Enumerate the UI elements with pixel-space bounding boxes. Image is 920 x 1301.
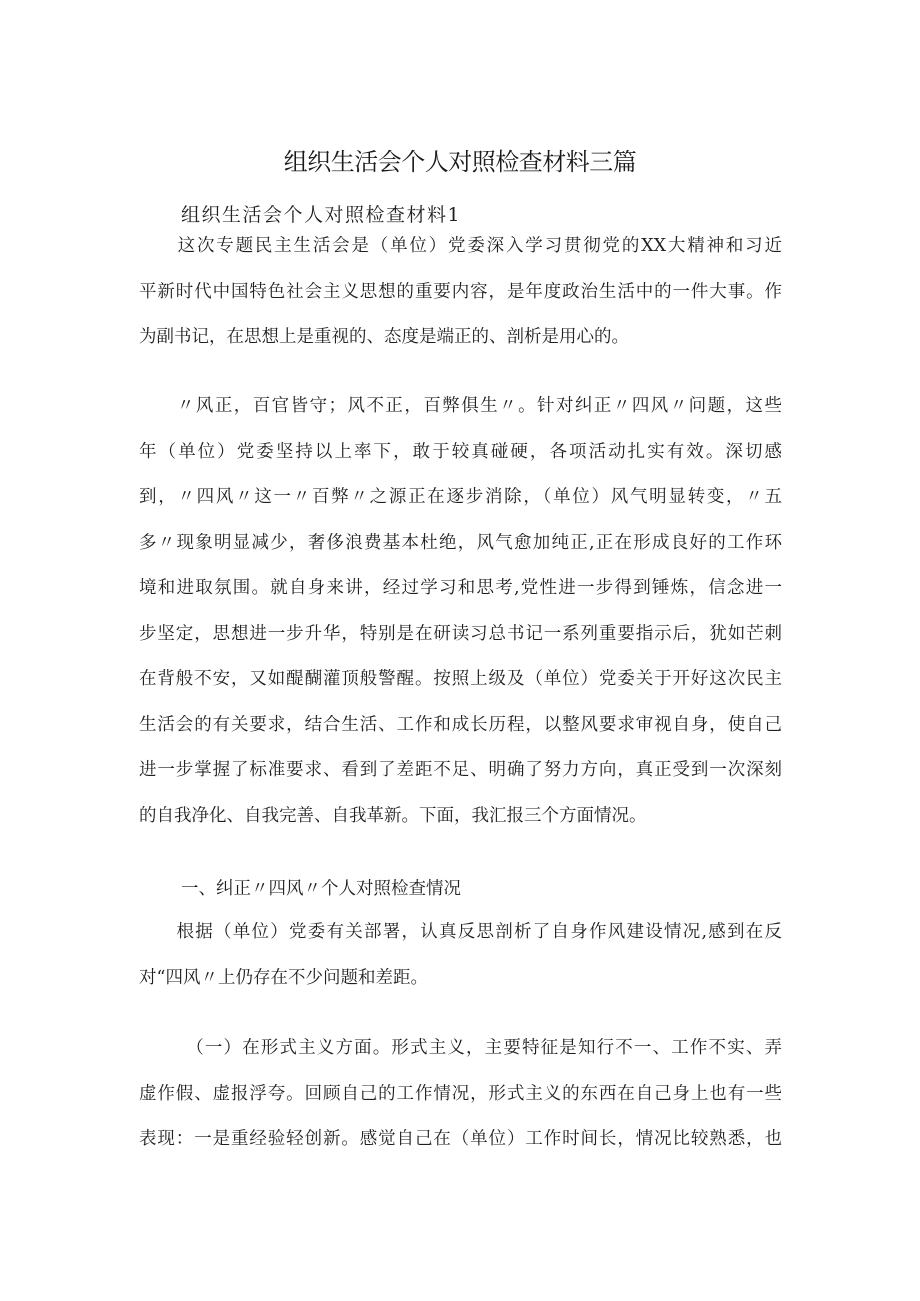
paragraph-line: 〃风正，百官皆守；风不正，百弊俱生〃。针对纠正〃四风〃问题，这些 (139, 396, 782, 416)
section-heading: 一、纠正〃四风〃个人对照检查情况 (181, 879, 461, 899)
paragraph-line: 虚作假、虚报浮夸。回顾自己的工作情况，形式主义的东西在自己身上也有一些 (139, 1083, 782, 1104)
paragraph-wind (139, 384, 782, 839)
paragraph-line: 这次专题民主生活会是（单位）党委深入学习贯彻党的XX大精神和习近 (139, 236, 782, 256)
paragraph-line: 为副书记，在思想上是重视的、态度是端正的、剖析是用心的。 (139, 327, 629, 347)
paragraph-line: 对“四风〃上仍存在不少问题和差距。 (139, 967, 428, 988)
paragraph-line: 在背般不安，又如醍醐灌顶般警醒。按照上级及（单位）党委关于开好这次民主 (139, 669, 782, 689)
paragraph-deployment (139, 910, 782, 1001)
paragraph-line: 境和进取氛围。就自身来讲，经过学习和思考,党性进一步得到锤炼，信念进一 (139, 578, 782, 598)
paragraph-line: （一）在形式主义方面。形式主义，主要特征是知行不一、工作不实、弄 (139, 1038, 782, 1058)
paragraph-line: 多〃现象明显减少，奢侈浪费基本杜绝，风气愈加纯正,正在形成良好的工作环 (139, 532, 782, 553)
paragraph-line: 平新时代中国特色社会主义思想的重要内容，是年度政治生活中的一件大事。作 (139, 281, 782, 302)
paragraph-line: 年（单位）党委坚持以上率下，敢于较真碰硬，各项活动扎实有效。深切感 (139, 441, 782, 462)
paragraph-line: 生活会的有关要求，结合生活、工作和成长历程，以整风要求审视自身，使自己 (139, 714, 782, 735)
paragraph-line: 根据（单位）党委有关部署，认真反思剖析了自身作风建设情况,感到在反 (139, 922, 782, 942)
paragraph-formalism (139, 1026, 782, 1163)
paragraph-line: 进一步掌握了标准要求、看到了差距不足、明确了努力方向，真正受到一次深刻 (139, 760, 782, 780)
paragraph-intro (139, 224, 782, 361)
paragraph-line: 步坚定，思想进一步升华，特别是在研读习总书记一系列重要指示后，犹如芒刺 (139, 623, 782, 644)
document-subtitle: 组织生活会个人对照检查材料1 (181, 204, 462, 226)
paragraph-line: 表现：一是重经验轻创新。感觉自己在（单位）工作时间长，情况比较熟悉，也 (139, 1129, 782, 1149)
paragraph-line: 的自我净化、自我完善、自我革新。下面，我汇报三个方面情况。 (139, 805, 647, 826)
document-title: 组织生活会个人对照检查材料三篇 (283, 148, 637, 176)
paragraph-line: 到，〃四风〃这一〃百弊〃之源正在逐步消除，（单位）风气明显转变，〃五 (139, 487, 782, 507)
